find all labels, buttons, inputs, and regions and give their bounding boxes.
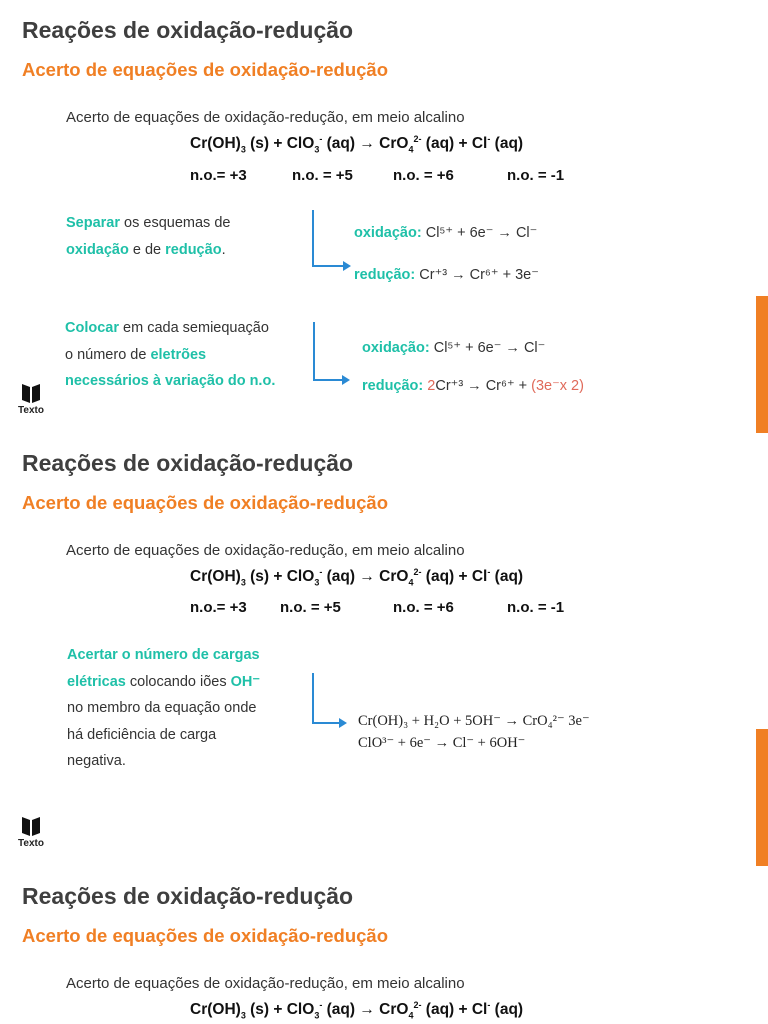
main-equation: $Cr(OH)_3$ (s) + ClO$_3$- (aq) → CrO$_4^{2-}$ (aq) + Cl- (aq) xyxy=(190,1000,524,1021)
slide-title: Reações de oxidação-redução xyxy=(22,17,354,43)
half-reaction-oxidation-2: oxidação: Cl⁵⁺ + 6e⁻ → Cl⁻ xyxy=(362,340,546,356)
half-reaction-oxidation: oxidação: Cl⁵⁺ + 6e⁻ → Cl⁻ xyxy=(354,225,538,241)
step-separate-text: Separar os esquemas de oxidação e de redução. xyxy=(66,215,231,258)
texto-logo: Texto xyxy=(14,382,48,416)
bracket-arrow-icon xyxy=(306,320,356,390)
intro-text: Acerto de equações de oxidação-redução, em meio alcalino xyxy=(66,109,465,126)
oxidation-number-cl-product: n.o. = -1 xyxy=(507,167,565,184)
accent-bar xyxy=(756,729,768,866)
oxidation-number-cl-reactant: n.o. = +5 xyxy=(280,599,341,616)
half-reaction-reduction: redução: Cr⁺³ → Cr⁶⁺ + 3e⁻ xyxy=(354,267,539,283)
oxidation-number-cr: n.o.= +3 xyxy=(190,599,247,616)
slide-1 xyxy=(0,0,768,433)
slide-subtitle: Acerto de equações de oxidação-redução xyxy=(22,492,389,513)
oxidation-number-cl-reactant: n.o. = +5 xyxy=(292,167,353,184)
main-equation: $Cr(OH)_3$ (s) + ClO$_3$- (aq) → CrO$_4^{2-}$ (aq) + Cl- (aq) xyxy=(190,567,524,588)
half-reaction-reduction-2: redução: 2Cr⁺³ → Cr⁶⁺ + (3e⁻x 2) xyxy=(362,378,584,394)
texto-logo: Texto xyxy=(14,815,48,849)
slide-subtitle: Acerto de equações de oxidação-redução xyxy=(22,925,389,946)
slide-2 xyxy=(0,433,768,866)
bracket-arrow-icon xyxy=(305,671,355,731)
balanced-equation-2: ClO³⁻ + 6e⁻ → Cl⁻ + 6OH⁻ xyxy=(358,735,526,751)
step-electrons-text: Colocar em cada semiequação o número de eletrões necessários à variação do n.o. xyxy=(65,320,276,389)
intro-text: Acerto de equações de oxidação-redução, em meio alcalino xyxy=(66,975,465,992)
intro-text: Acerto de equações de oxidação-redução, em meio alcalino xyxy=(66,542,465,559)
accent-bar xyxy=(756,296,768,433)
oxidation-number-cl-product: n.o. = -1 xyxy=(507,599,565,616)
book-icon xyxy=(21,815,41,837)
slide-title: Reações de oxidação-redução xyxy=(22,883,354,909)
oxidation-number-cr-product: n.o. = +6 xyxy=(393,599,454,616)
step-charges-text: Acertar o número de cargas elétricas colocando iões OH⁻ no membro da equação onde há deficiência de carga negativa. xyxy=(67,647,261,769)
oxidation-number-cr: n.o.= +3 xyxy=(190,167,247,184)
oxidation-number-cr-product: n.o. = +6 xyxy=(393,167,454,184)
slide-3 xyxy=(0,866,768,1024)
book-icon xyxy=(21,382,41,404)
slide-title: Reações de oxidação-redução xyxy=(22,450,354,476)
main-equation: $Cr(OH)_3$ (s) + ClO$_3$- (aq) → CrO$_4^{2-}$ (aq) + Cl- (aq) xyxy=(190,134,524,155)
bracket-arrow-icon xyxy=(305,208,355,274)
slide-subtitle: Acerto de equações de oxidação-redução xyxy=(22,59,389,80)
balanced-equation-1: Cr(OH)₃ + H₂O + 5OH⁻ → CrO₄²⁻ 3e⁻ xyxy=(358,713,590,729)
